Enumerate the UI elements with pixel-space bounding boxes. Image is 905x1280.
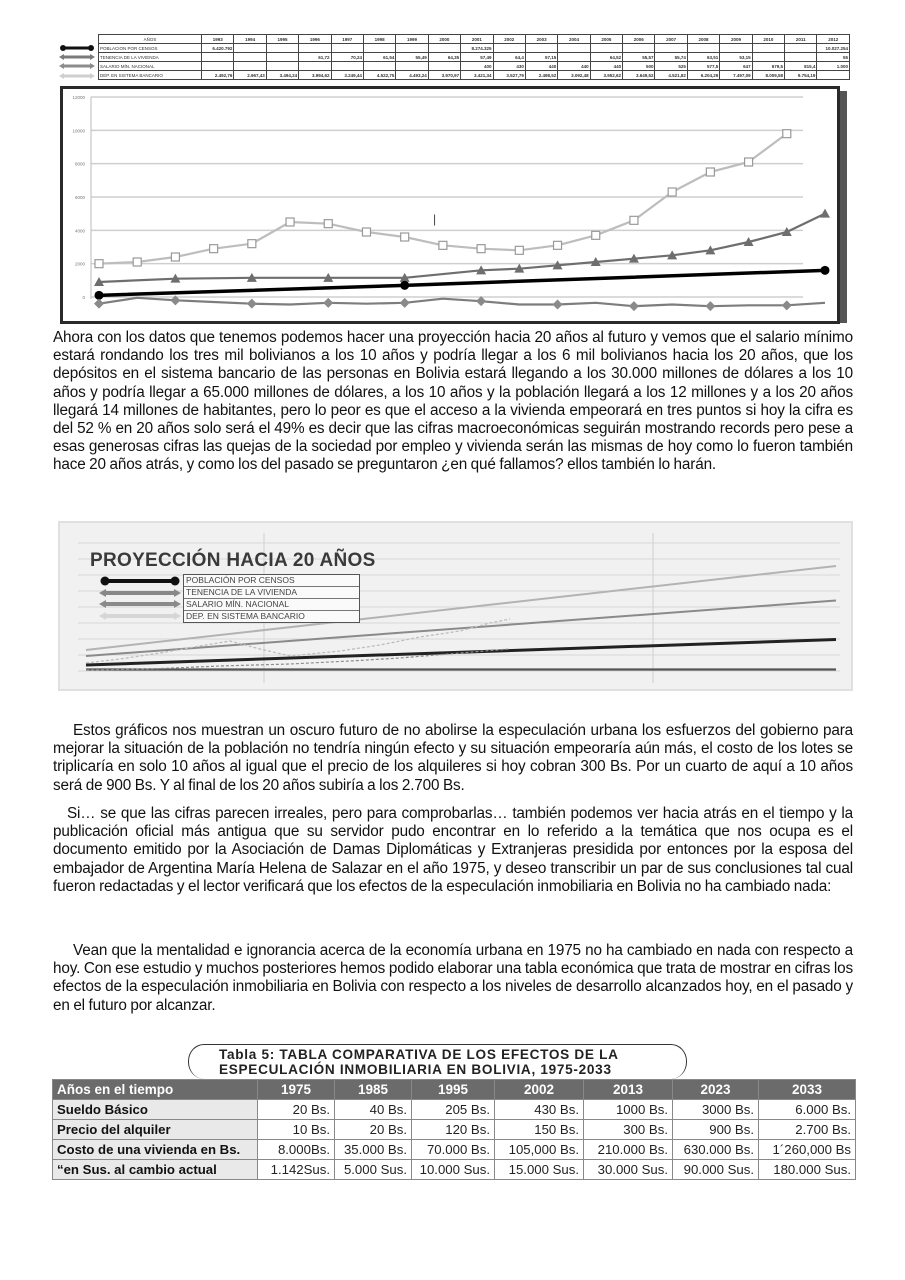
table-cell: 1000 Bs.	[584, 1100, 673, 1120]
top-table-cell	[558, 44, 590, 53]
top-table-cell: 647	[720, 62, 752, 71]
top-table-year: 2010	[752, 35, 784, 44]
legend-label-tenencia: TENENCIA DE LA VIVIENDA	[184, 587, 359, 599]
top-table-cell	[687, 44, 719, 53]
paragraph-historical-reference-text: Si… se que las cifras parecen irreales, pero para comprobarlas… también podemos ver hacia atrás en el tiempo y la publicación oficial más antigua que su servidor pudo encontrar en lo referido a la temática que nos ocupa es el documento emitido por la Asociación de Damas Diplomáticas y Extranjeras presidida por entonces por la esposa del embajador de Argentina María Helena de Salazar en el año 1975, y deseo transcribir un par de sus conclusiones tal cual fueron redactadas y el lector verificará que los efectos de la especulación inmobiliaria en Bolivia no ha cambiado nada:	[53, 805, 853, 895]
top-table-cell	[720, 44, 752, 53]
top-table-cell: 3.527,79	[493, 71, 525, 80]
top-table-cell: 8.274.325	[461, 44, 493, 53]
top-table-cell	[655, 44, 687, 53]
top-table-cell: 500	[623, 62, 655, 71]
legend-icon-poblacion	[60, 45, 94, 51]
top-table-cell: 55,57	[623, 53, 655, 62]
top-table-cell: 57,15	[525, 53, 557, 62]
top-table-cell	[234, 62, 266, 71]
header-2023: 2023	[673, 1080, 759, 1100]
top-table-cell: 2.498,52	[525, 71, 557, 80]
top-table-year: 2005	[590, 35, 622, 44]
paragraph-mentality-text: Vean que la mentalidad e ignorancia acerca de la economía urbana en 1975 no ha cambiado en nada con respecto a hoy. Con ese estudio y muchos posteriores hemos podido elaborar una tabla económica que trata de mostrar en cifras los efectos de la especulación inmobiliaria en Bolivia con respecto a los niveles de desarrollo alcanzados hoy, en el pasado y en el futuro por alcanzar.	[53, 942, 853, 1014]
legend-icon-depositos	[59, 73, 95, 79]
top-table-year: 1997	[331, 35, 363, 44]
top-table-year: 2012	[817, 35, 850, 44]
top-table-cell: 679,5	[752, 62, 784, 71]
top-table-cell	[299, 62, 331, 71]
svg-text:2000: 2000	[74, 261, 85, 267]
svg-text:12000: 12000	[72, 95, 85, 100]
top-table-cell: 430	[493, 62, 525, 71]
row-label: Sueldo Básico	[53, 1100, 258, 1120]
svg-text:10000: 10000	[72, 128, 85, 134]
top-table-row	[99, 62, 850, 71]
top-table-cell: 53,15	[720, 53, 752, 62]
table-cell: 90.000 Sus.	[673, 1160, 759, 1180]
top-data-table	[98, 34, 850, 80]
projection-chart	[58, 521, 853, 691]
table-cell: 900 Bs.	[673, 1120, 759, 1140]
table-cell: 5.000 Sus.	[335, 1160, 412, 1180]
top-table-cell	[525, 44, 557, 53]
top-table-cell: 3.421,34	[461, 71, 493, 80]
legend-icon-poblacion	[101, 577, 180, 586]
top-table-cell: 8.009,58	[752, 71, 784, 80]
table-cell: 150 Bs.	[495, 1120, 584, 1140]
top-table-cell	[234, 44, 266, 53]
top-table-cell	[493, 44, 525, 53]
row-label: Precio del alquiler	[53, 1120, 258, 1140]
top-table-cell: 3.249,44	[331, 71, 363, 80]
top-table-year: 2006	[623, 35, 655, 44]
svg-text:4000: 4000	[74, 228, 85, 234]
top-table-cell: 55	[817, 53, 850, 62]
top-table-cell: 3.494,24	[266, 71, 298, 80]
chart1-data-table	[58, 34, 850, 84]
top-table-cell: 55,74	[655, 53, 687, 62]
table-cell: 40 Bs.	[335, 1100, 412, 1120]
legend-icon-depositos	[99, 612, 181, 620]
table-cell: 6.000 Bs.	[759, 1100, 856, 1120]
header-1985: 1985	[335, 1080, 412, 1100]
top-table-year: 1999	[396, 35, 428, 44]
table-cell: 15.000 Sus.	[495, 1160, 584, 1180]
table-cell: 105,000 Bs.	[495, 1140, 584, 1160]
top-table-cell	[202, 53, 234, 62]
top-table-cell	[266, 62, 298, 71]
svg-text:|: |	[433, 212, 437, 226]
historical-line-chart	[60, 86, 840, 324]
top-table-year: 1996	[299, 35, 331, 44]
table-header-row	[53, 1080, 856, 1100]
top-table-cell: 6.420.792	[202, 44, 234, 53]
comparison-table	[52, 1079, 856, 1180]
top-table-row	[99, 53, 850, 62]
row-label: “en Sus. al cambio actual	[53, 1160, 258, 1180]
top-table-row-label: TENENCIA DE LA VIVIENDA	[99, 53, 202, 62]
legend-label-depositos: DEP. EN SISTEMA BANCARIO	[186, 611, 305, 621]
top-table-year: 1995	[266, 35, 298, 44]
top-table-cell: 6.204,29	[687, 71, 719, 80]
chart1-legend-icons	[58, 34, 98, 84]
top-table-cell: 525	[655, 62, 687, 71]
top-table-cell: 2.967,43	[234, 71, 266, 80]
top-table-cell	[817, 71, 850, 80]
top-table-cell: 2.492,76	[202, 71, 234, 80]
top-table-cell: 4.521,82	[655, 71, 687, 80]
table-cell: 210.000 Bs.	[584, 1140, 673, 1160]
top-table-cell	[752, 44, 784, 53]
table-cell: 1´260,000 Bs	[759, 1140, 856, 1160]
table-row	[53, 1160, 856, 1180]
top-table-cell	[266, 44, 298, 53]
table-cell: 1.142Sus.	[258, 1160, 335, 1180]
top-table-cell: 7.497,09	[720, 71, 752, 80]
table-cell: 20 Bs.	[258, 1100, 335, 1120]
top-table-cell: 3.092,48	[558, 71, 590, 80]
top-table-cell: 55,49	[396, 53, 428, 62]
table-cell: 3000 Bs.	[673, 1100, 759, 1120]
header-2033: 2033	[759, 1080, 856, 1100]
table-row	[53, 1120, 856, 1140]
top-table-cell: 63,51	[687, 53, 719, 62]
top-table-cell: 4.493,24	[396, 71, 428, 80]
row-label: Costo de una vivienda en Bs.	[53, 1140, 258, 1160]
chart1-plot	[63, 89, 837, 321]
top-table-cell: 400	[461, 62, 493, 71]
top-table-cell	[363, 44, 395, 53]
top-table-header	[99, 35, 850, 44]
top-table-year: 2011	[785, 35, 817, 44]
table-cell: 35.000 Bs.	[335, 1140, 412, 1160]
top-table-cell	[363, 62, 395, 71]
top-table-cell: 10.027.254	[817, 44, 850, 53]
top-table-cell: 3.994,62	[299, 71, 331, 80]
table-cell: 20 Bs.	[335, 1120, 412, 1140]
table-cell: 10 Bs.	[258, 1120, 335, 1140]
legend-icon-tenencia	[99, 589, 181, 597]
table-cell: 2.700 Bs.	[759, 1120, 856, 1140]
top-table-year: 2008	[687, 35, 719, 44]
chart2-title: PROYECCIÓN HACIA 20 AÑOS	[90, 550, 376, 571]
top-table-cell: 440	[558, 62, 590, 71]
top-table-cell: 9.754,19	[785, 71, 817, 80]
top-table-cell: 64,52	[590, 53, 622, 62]
table-cell: 300 Bs.	[584, 1120, 673, 1140]
paragraph-projection: Ahora con los datos que tenemos podemos hacer una proyección hacia 20 años al futuro y vemos que el salario mínimo estará rondando los tres mil bolivianos a los 10 años y podría llegar a los 6 mil bolivianos hacia los 20 años, que los depósitos en el sistema bancario de las personas en Bolivia estará llegando a los 30.000 millones de dólares a los 10 años y podría llegar a 65.000 millones de dólares, a los 10 años y la población llegará a los 12 millones y a los 20 años llegará 14 millones de habitantes, pero lo peor es que el acceso a la vivienda empeorará en tres puntos si hoy la cifra es del 52 % en 20 años solo será el 49% es decir que las cifras macroeconómicas seguirán mostrando records pero pese a esas generosas cifras las quejas de la sociedad por empleo y vivienda serán las mismas de hoy como lo fueron también hace 20 años atrás, y como los del pasado se preguntaron ¿en qué fallamos? ellos también lo harán.	[53, 329, 853, 474]
top-table-cell: 3.649,52	[623, 71, 655, 80]
table-cell: 430 Bs.	[495, 1100, 584, 1120]
table-caption	[188, 1044, 687, 1079]
top-table-cell	[785, 44, 817, 53]
top-table-cell: 70,24	[331, 53, 363, 62]
top-table-cell	[266, 53, 298, 62]
legend-icon-tenencia	[59, 54, 95, 60]
top-table-cell	[785, 53, 817, 62]
top-table-year: 2000	[428, 35, 460, 44]
top-table-cell: 64,4	[493, 53, 525, 62]
table-cell: 10.000 Sus.	[412, 1160, 495, 1180]
top-table-cell	[428, 44, 460, 53]
header-2013: 2013	[584, 1080, 673, 1100]
svg-text:8000: 8000	[74, 161, 85, 167]
top-table-cell	[396, 62, 428, 71]
top-table-cell: 61,54	[363, 53, 395, 62]
top-table-cell	[234, 53, 266, 62]
legend-label-poblacion: POBLACIÓN POR CENSOS	[184, 575, 359, 587]
top-table-cell	[331, 62, 363, 71]
top-table-year: 2009	[720, 35, 752, 44]
paragraph-dark-future-text: Estos gráficos nos muestran un oscuro futuro de no abolirse la especulación urbana los esfuerzos del gobierno para mejorar la situación de la población no tendría ningún efecto y su situación empeoraría aún más, el costo de los lotes se triplicaría en solo 10 años al igual que el precio de los alquileres si hoy cobran 300 Bs. Por un cuarto de aquí a 10 años será de 900 Bs. Y al final de los 20 años subiría a los 2.700 Bs.	[53, 722, 853, 794]
legend-label-salario: SALARIO MÍN. NACIONAL	[184, 599, 359, 611]
table-cell: 120 Bs.	[412, 1120, 495, 1140]
table-cell: 8.000Bs.	[258, 1140, 335, 1160]
chart1-shadow	[840, 91, 847, 323]
top-table-year: 2007	[655, 35, 687, 44]
header-1995: 1995	[412, 1080, 495, 1100]
header-1975: 1975	[258, 1080, 335, 1100]
top-table-cell: 440	[525, 62, 557, 71]
top-table-row-label: DEP. EN SISTEMA BANCARIO	[99, 71, 202, 80]
top-table-year: 2003	[525, 35, 557, 44]
top-table-year: 1998	[363, 35, 395, 44]
top-table-year: 2004	[558, 35, 590, 44]
top-table-row-label: POBLACION POR CENSOS	[99, 44, 202, 53]
top-table-cell: 1.000	[817, 62, 850, 71]
table-cell: 70.000 Bs.	[412, 1140, 495, 1160]
legend-icon-salario	[59, 63, 95, 69]
top-table-cell	[752, 53, 784, 62]
table-row	[53, 1140, 856, 1160]
paragraph-dark-future	[53, 722, 853, 795]
top-table-row-label: SALARIO MÍN. NACIONAL	[99, 62, 202, 71]
top-table-cell: 577,5	[687, 62, 719, 71]
svg-text:0: 0	[82, 295, 85, 300]
table-cell: 30.000 Sus.	[584, 1160, 673, 1180]
svg-text:6000: 6000	[74, 195, 85, 200]
top-table-cell	[590, 44, 622, 53]
top-table-cell: 815,4	[785, 62, 817, 71]
table-cell: 630.000 Bs.	[673, 1140, 759, 1160]
top-table-cell: 3.970,97	[428, 71, 460, 80]
paragraph-mentality	[53, 942, 853, 1015]
top-table-year: 2001	[461, 35, 493, 44]
table-cell: 180.000 Sus.	[759, 1160, 856, 1180]
table-cell: 205 Bs.	[412, 1100, 495, 1120]
table-row	[53, 1100, 856, 1120]
top-table-cell: 64,35	[428, 53, 460, 62]
top-table-cell: 4.522,75	[363, 71, 395, 80]
top-table-cell	[623, 44, 655, 53]
top-table-cell: 57,49	[461, 53, 493, 62]
top-table-cell: 61,72	[299, 53, 331, 62]
top-table-row	[99, 44, 850, 53]
table-caption-line2: ESPECULACIÓN INMOBILIARIA EN BOLIVIA, 1975-2033	[219, 1062, 612, 1077]
top-table-cell	[202, 62, 234, 71]
top-table-cell	[331, 44, 363, 53]
top-table-header-label: AÑOS	[99, 35, 202, 44]
legend-icon-salario	[99, 600, 181, 608]
top-table-year: 1993	[202, 35, 234, 44]
chart2-legend	[183, 574, 360, 623]
paragraph-historical-reference	[53, 805, 853, 896]
top-table-cell: 3.952,62	[590, 71, 622, 80]
top-table-year: 2002	[493, 35, 525, 44]
header-years: Años en el tiempo	[53, 1080, 258, 1100]
top-table-row	[99, 71, 850, 80]
chart2-legend-icons	[98, 576, 182, 622]
top-table-cell	[428, 62, 460, 71]
top-table-cell	[299, 44, 331, 53]
header-2002: 2002	[495, 1080, 584, 1100]
top-table-year: 1994	[234, 35, 266, 44]
table-caption-line1: Tabla 5: TABLA COMPARATIVA DE LOS EFECTOS DE LA	[219, 1047, 619, 1062]
top-table-cell	[396, 44, 428, 53]
top-table-cell	[558, 53, 590, 62]
top-table-cell: 440	[590, 62, 622, 71]
